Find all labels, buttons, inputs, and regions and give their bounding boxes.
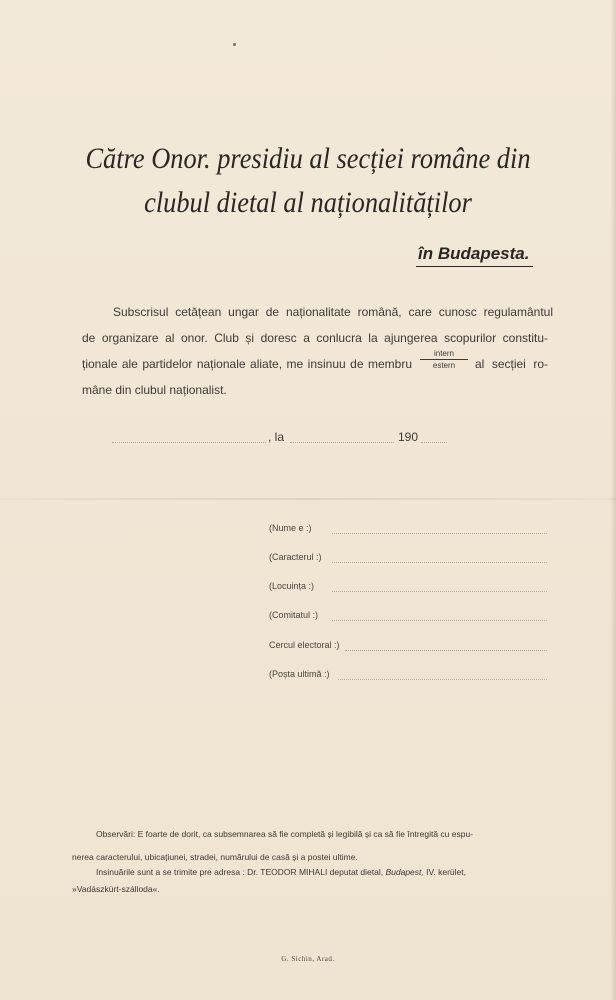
field-label-posta-ultima: (Poșta ultimă :) — [269, 669, 330, 679]
title-line-1: Către Onor. presidiu al secției române din — [85, 142, 531, 175]
observations-line-3 — [96, 864, 574, 880]
observations-city: Budapest, — [385, 867, 424, 877]
observations-address: Insinuările sunt a se trimite pre adresa : Dr. TEODOR MIHALI deputat dietal, — [96, 867, 384, 877]
date-year-prefix: 190 — [398, 430, 419, 444]
field-input-cercul-electoral[interactable] — [345, 650, 547, 651]
location-heading: în Budapesta. — [416, 244, 533, 267]
fraction-intern: intern — [420, 349, 468, 360]
fold-crease — [0, 498, 616, 500]
observations-line-1 — [96, 826, 574, 842]
field-label-cercul-electoral: Cercul electoral :) — [269, 640, 340, 650]
body-line-4: mâne din clubul naționalist. — [82, 383, 227, 397]
membership-fraction — [420, 349, 468, 370]
field-input-nume[interactable] — [332, 533, 547, 534]
observations-line-4: »Vadászkürt-szálloda«. — [72, 884, 160, 894]
year-blank[interactable] — [421, 442, 447, 443]
place-blank[interactable] — [112, 442, 266, 443]
field-label-caracterul: (Caracterul :) — [269, 552, 322, 562]
observations-district: IV. kerület, — [426, 867, 466, 877]
field-label-comitatul: (Comitatul :) — [269, 610, 319, 620]
date-comma-la: , la — [268, 430, 285, 444]
body-line-2: de organizare al onor. Club și doresc a conlucra la ajungerea scopurilor constitu- — [82, 331, 548, 345]
body-line-3-end: al secției ro- — [475, 357, 548, 371]
field-input-caracterul[interactable] — [332, 562, 547, 563]
observations-line-2: nerea caracterului, ubicațiunei, stradei, numărului de casă și a postei ultime. — [72, 852, 358, 862]
body-line-3-start: ționale ale partidelor naționale aliate, me insinuu de membru — [82, 357, 412, 371]
paper-edge-shadow — [610, 0, 616, 1000]
ink-speck — [233, 43, 236, 46]
field-input-posta-ultima[interactable] — [338, 679, 547, 680]
title-line-2: clubul dietal al naționalităților — [144, 186, 472, 219]
field-label-nume: (Nume e :) — [269, 523, 312, 533]
observations-line-1-text: : E foarte de dorit, ca subsemnarea să fie completă și legibilă și ca să fie întregită cu espu- — [132, 829, 474, 839]
field-input-locuinta[interactable] — [332, 591, 547, 592]
observations-heading: Observări — [96, 829, 133, 839]
fraction-estern: estern — [432, 361, 456, 370]
day-blank[interactable] — [290, 442, 394, 443]
field-label-locuinta: (Locuința :) — [269, 581, 315, 591]
field-input-comitatul[interactable] — [332, 620, 547, 621]
body-line-1: Subscrisul cetățean ungar de naționalitate română, care cunosc regulamântul — [113, 305, 553, 319]
printer-imprint: G. Sichin, Arad. — [281, 955, 335, 963]
